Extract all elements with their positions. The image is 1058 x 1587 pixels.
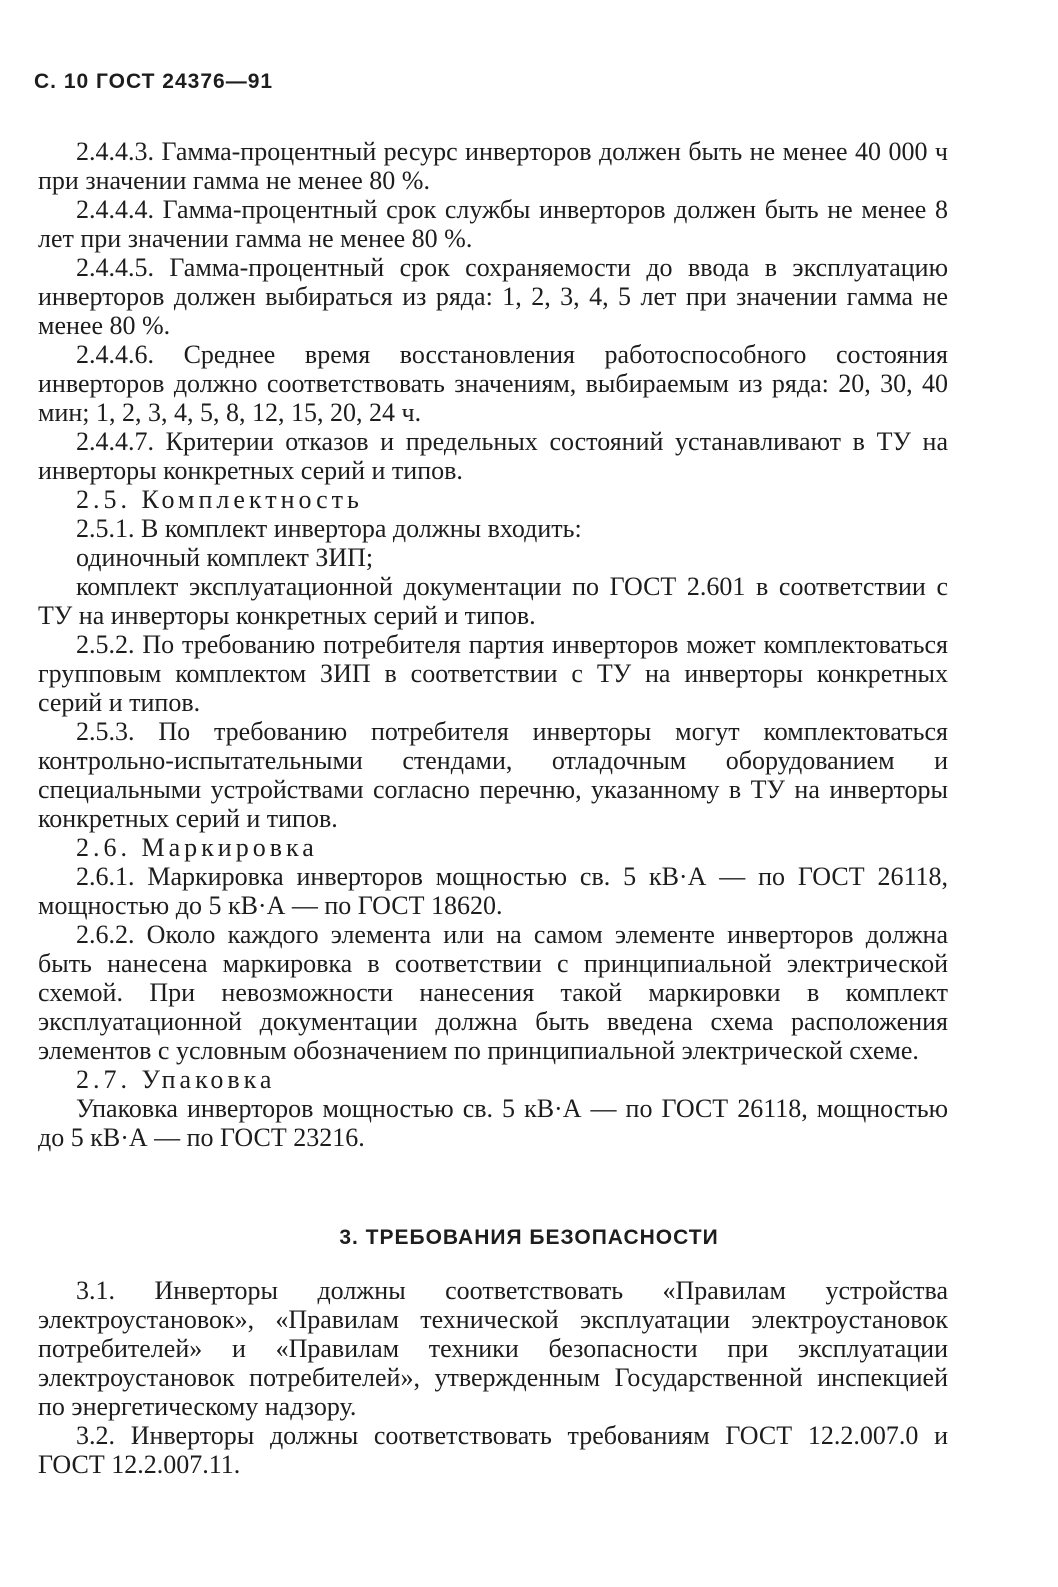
heading-2-6: 2.6. Маркировка [76,833,318,862]
paragraph-3-2: 3.2. Инверторы должны соответствовать требованиям ГОСТ 12.2.007.0 и ГОСТ 12.2.007.11. [38,1421,948,1479]
heading-2-7: 2.7. Упаковка [76,1065,276,1094]
section-3-body [38,1276,948,1479]
paragraph-packaging: Упаковка инверторов мощностью св. 5 кВ·А — по ГОСТ 26118, мощностью до 5 кВ·А — по ГОСТ 23216. [38,1094,948,1152]
paragraph-2-4-4-7: 2.4.4.7. Критерии отказов и предельных состояний устанавливают в ТУ на инверторы конкретных серий и типов. [38,427,948,485]
paragraph-2-5-3: 2.5.3. По требованию потребителя инверторы могут комплектоваться контрольно-испытательными стендами, отладочным оборудованием и специальными устройствами согласно перечню, указанному в ТУ на инверторы конкретных серий и типов. [38,717,948,833]
paragraph-2-4-4-3: 2.4.4.3. Гамма-процентный ресурс инверторов должен быть не менее 40 000 ч при значении гамма не менее 80 %. [38,137,948,195]
list-item-zip: одиночный комплект ЗИП; [76,543,374,572]
section-3-title: 3. ТРЕБОВАНИЯ БЕЗОПАСНОСТИ [339,1226,719,1249]
paragraph-2-5-1: 2.5.1. В комплект инвертора должны входить: [76,514,582,543]
section-2-body [38,137,948,1152]
paragraph-2-4-4-4: 2.4.4.4. Гамма-процентный срок службы инверторов должен быть не менее 8 лет при значении гамма не менее 80 %. [38,195,948,253]
paragraph-2-4-4-5: 2.4.4.5. Гамма-процентный срок сохраняемости до ввода в эксплуатацию инверторов должен выбираться из ряда: 1, 2, 3, 4, 5 лет при значении гамма не менее 80 %. [38,253,948,340]
heading-2-5: 2.5. Комплектность [76,485,363,514]
paragraph-2-6-2: 2.6.2. Около каждого элемента или на самом элементе инверторов должна быть нанесена маркировка в соответствии с принципиальной электрической схемой. При невозможности нанесения такой маркировки в комплект эксплуатационной документации должна быть введена схема расположения элементов с условным обозначением по принципиальной электрической схеме. [38,920,948,1065]
list-item-documentation: комплект эксплуатационной документации по ГОСТ 2.601 в соответствии с ТУ на инверторы конкретных серий и типов. [38,572,948,630]
paragraph-2-6-1: 2.6.1. Маркировка инверторов мощностью св. 5 кВ·А — по ГОСТ 26118, мощностью до 5 кВ·А — по ГОСТ 18620. [38,862,948,920]
paragraph-3-1: 3.1. Инверторы должны соответствовать «Правилам устройства электроустановок», «Правилам технической эксплуатации электроустановок потребителей» и «Правилам техники безопасности при эксплуатации электроустановок потребителей», утвержденным Государственной инспекцией по энергетическому надзору. [38,1276,948,1421]
paragraph-2-5-2: 2.5.2. По требованию потребителя партия инверторов может комплектоваться групповым комплектом ЗИП в соответствии с ТУ на инверторы конкретных серий и типов. [38,630,948,717]
page-header: С. 10 ГОСТ 24376—91 [34,70,274,93]
paragraph-2-4-4-6: 2.4.4.6. Среднее время восстановления работоспособного состояния инверторов должно соответствовать значениям, выбираемым из ряда: 20, 30, 40 мин; 1, 2, 3, 4, 5, 8, 12, 15, 20, 24 ч. [38,340,948,427]
